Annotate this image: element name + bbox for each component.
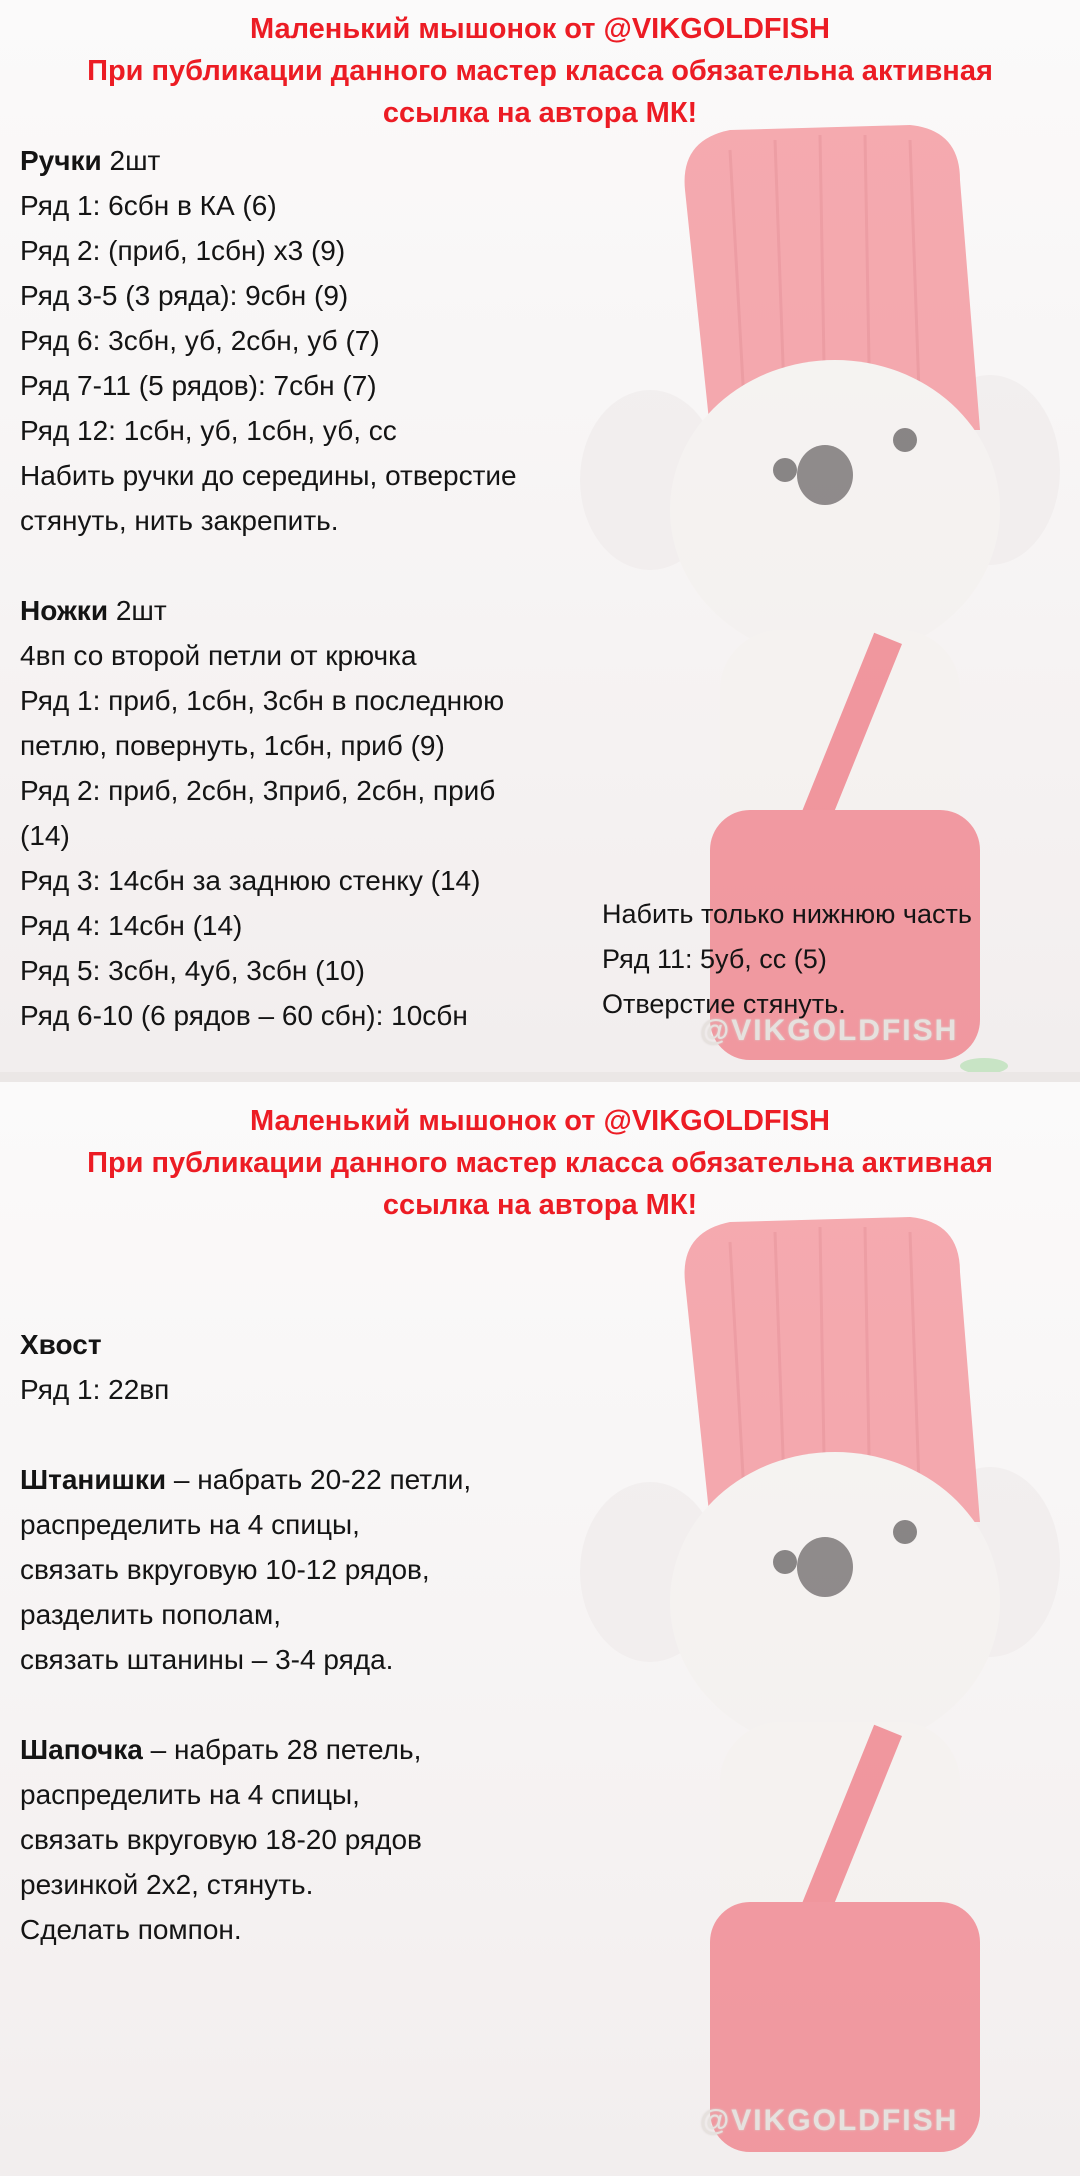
header [0,1100,1080,1226]
hat-first-line: – набрать 28 петель, [142,1734,422,1765]
hands-row: Ряд 6: 3сбн, уб, 2сбн, уб (7) [20,325,380,356]
header-copyright-notice: При публикации данного мастер класса обязательна активная [87,1147,993,1179]
legs-row: Отверстие стянуть. [602,989,846,1019]
pants-first-line: – набрать 20-22 петли, [166,1464,472,1495]
legs-row: 4вп со второй петли от крючка [20,640,417,671]
tail-row: Ряд 1: 22вп [20,1374,170,1405]
hat-title: Шапочка [20,1734,143,1765]
pants-row: распределить на 4 спицы, [20,1509,360,1540]
hands-section [20,138,517,1038]
hands-row: Ряд 7-11 (5 рядов): 7сбн (7) [20,370,377,401]
hands-row: Ряд 1: 6сбн в КА (6) [20,190,277,221]
legs-row: Ряд 5: 3сбн, 4уб, 3сбн (10) [20,955,365,986]
hands-row: Ряд 12: 1сбн, уб, 1сбн, уб, сс [20,415,397,446]
header-author-link-notice: ссылка на автора МК! [382,1189,698,1221]
leaf-decoration [960,1058,1008,1072]
header-copyright-notice: При публикации данного мастер класса обязательна активная [87,55,993,87]
pants-heading [20,1457,471,1502]
hat-row: Сделать помпон. [20,1914,242,1945]
author-watermark: @VIKGOLDFISH [700,1014,959,1047]
pants-row: разделить пополам, [20,1599,281,1630]
hands-title: Ручки [20,145,102,176]
legs-row: Ряд 3: 14сбн за заднюю стенку (14) [20,865,481,896]
header-title: Маленький мышонок от @VIKGOLDFISH [250,13,830,45]
legs-row: Ряд 11: 5уб, сс (5) [602,944,827,974]
hands-row: стянуть, нить закрепить. [20,505,339,536]
hands-row: Набить ручки до середины, отверстие [20,460,517,491]
legs-row: Ряд 6-10 (6 рядов – 60 сбн): 10сбн [20,1000,468,1031]
pants-title: Штанишки [20,1464,167,1495]
pattern-page-1 [0,0,1080,1072]
legs-row: Ряд 4: 14сбн (14) [20,910,243,941]
hands-heading [20,138,517,183]
header-title: Маленький мышонок от @VIKGOLDFISH [250,1105,830,1137]
pants-row: связать штанины – 3-4 ряда. [20,1644,394,1675]
hands-count: 2шт [109,145,161,176]
hands-row: Ряд 2: (приб, 1сбн) х3 (9) [20,235,346,266]
instructions [20,1322,471,1952]
pants-row: связать вкруговую 10-12 рядов, [20,1554,430,1585]
mouse-illustration [560,1202,1060,2162]
pattern-page-2 [0,1082,1080,2176]
header [0,8,1080,134]
legs-row: Ряд 2: приб, 2сбн, 3приб, 2сбн, приб [20,775,496,806]
legs-count: 2шт [115,595,167,626]
legs-row: Ряд 1: приб, 1сбн, 3сбн в последнюю [20,685,505,716]
legs-continuation [602,892,972,1027]
legs-title: Ножки [20,595,109,626]
hat-heading [20,1727,471,1772]
legs-heading [20,588,517,633]
tail-title: Хвост [20,1329,102,1360]
hands-row: Ряд 3-5 (3 ряда): 9сбн (9) [20,280,349,311]
header-author-link-notice: ссылка на автора МК! [382,97,698,129]
legs-row: (14) [20,820,70,851]
hat-row: резинкой 2х2, стянуть. [20,1869,314,1900]
author-watermark: @VIKGOLDFISH [700,2104,959,2137]
hat-row: распределить на 4 спицы, [20,1779,360,1810]
legs-row: Набить только нижнюю часть [602,899,972,929]
legs-row: петлю, повернуть, 1сбн, приб (9) [20,730,445,761]
hat-row: связать вкруговую 18-20 рядов [20,1824,422,1855]
page-divider [0,1072,1080,1082]
